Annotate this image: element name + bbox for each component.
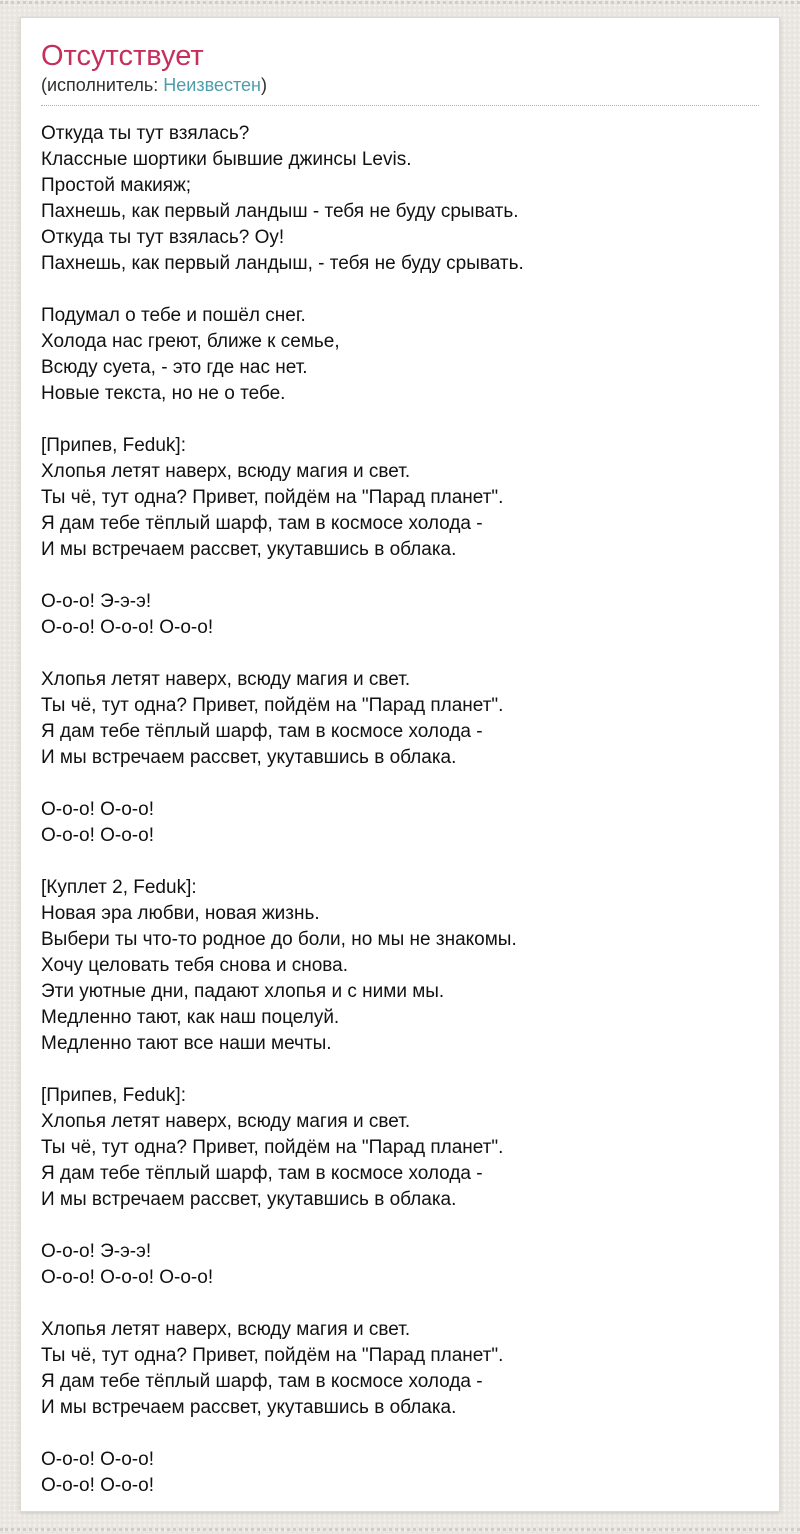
lyric-line: Холода нас греют, ближе к семье, bbox=[41, 331, 340, 352]
page-top-dotted-edge bbox=[0, 1, 800, 4]
stanza bbox=[41, 875, 759, 1057]
lyric-line: Медленно тают все наши мечты. bbox=[41, 1033, 332, 1054]
lyric-line: И мы встречаем рассвет, укутавшись в облака. bbox=[41, 1189, 457, 1210]
lyric-line: Откуда ты тут взялась? Оу! bbox=[41, 227, 285, 248]
lyric-line: О-о-о! О-о-о! О-о-о! bbox=[41, 617, 214, 638]
stanza bbox=[41, 303, 759, 407]
lyric-line: Хлопья летят наверх, всюду магия и свет. bbox=[41, 461, 411, 482]
stanza bbox=[41, 121, 759, 277]
artist-label-close: ) bbox=[260, 75, 267, 95]
lyric-line: О-о-о! О-о-о! О-о-о! bbox=[41, 1267, 214, 1288]
stanza bbox=[41, 589, 759, 641]
lyric-line: И мы встречаем рассвет, укутавшись в облака. bbox=[41, 1397, 457, 1418]
lyric-line: О-о-о! О-о-о! bbox=[41, 1449, 154, 1470]
artist-label: (исполнитель: bbox=[41, 75, 164, 95]
lyric-line: Хлопья летят наверх, всюду магия и свет. bbox=[41, 669, 411, 690]
lyric-line: Простой макияж; bbox=[41, 175, 192, 196]
lyric-line: Ты чё, тут одна? Привет, пойдём на "Парад планет". bbox=[41, 1137, 504, 1158]
artist-line bbox=[41, 74, 759, 106]
page-bottom-dotted-edge bbox=[0, 1528, 800, 1531]
lyric-line: Пахнешь, как первый ландыш - тебя не буду срывать. bbox=[41, 201, 519, 222]
stanza bbox=[41, 433, 759, 563]
stanza bbox=[41, 1447, 759, 1499]
lyric-line: Откуда ты тут взялась? bbox=[41, 123, 250, 144]
lyric-line: Новые текста, но не о тебе. bbox=[41, 383, 286, 404]
lyric-line: Классные шортики бывшие джинсы Levis. bbox=[41, 149, 412, 170]
lyric-line: Хлопья летят наверх, всюду магия и свет. bbox=[41, 1319, 411, 1340]
stanza bbox=[41, 667, 759, 771]
lyric-line: Новая эра любви, новая жизнь. bbox=[41, 903, 320, 924]
lyric-line: Всюду суета, - это где нас нет. bbox=[41, 357, 308, 378]
lyric-line: Я дам тебе тёплый шарф, там в космосе холода - bbox=[41, 513, 483, 534]
stanza bbox=[41, 797, 759, 849]
content-card bbox=[20, 17, 780, 1512]
lyric-line: Ты чё, тут одна? Привет, пойдём на "Парад планет". bbox=[41, 487, 504, 508]
lyric-line: Ты чё, тут одна? Привет, пойдём на "Парад планет". bbox=[41, 695, 504, 716]
lyrics bbox=[41, 121, 759, 1499]
lyric-line: Пахнешь, как первый ландыш, - тебя не буду срывать. bbox=[41, 253, 524, 274]
stanza bbox=[41, 1317, 759, 1421]
artist-link[interactable]: Неизвестен bbox=[163, 75, 261, 95]
lyric-line: И мы встречаем рассвет, укутавшись в облака. bbox=[41, 539, 457, 560]
lyric-line: Выбери ты что-то родное до боли, но мы не знакомы. bbox=[41, 929, 517, 950]
lyric-line: Я дам тебе тёплый шарф, там в космосе холода - bbox=[41, 1163, 483, 1184]
stanza bbox=[41, 1239, 759, 1291]
lyric-line: О-о-о! О-о-о! bbox=[41, 799, 154, 820]
lyric-line: Я дам тебе тёплый шарф, там в космосе холода - bbox=[41, 721, 483, 742]
lyric-line: Подумал о тебе и пошёл снег. bbox=[41, 305, 306, 326]
stanza bbox=[41, 1083, 759, 1213]
lyric-line: Хлопья летят наверх, всюду магия и свет. bbox=[41, 1111, 411, 1132]
lyric-line: [Припев, Feduk]: bbox=[41, 1085, 186, 1106]
lyric-line: О-о-о! Э-э-э! bbox=[41, 1241, 152, 1262]
lyric-line: [Куплет 2, Feduk]: bbox=[41, 877, 197, 898]
song-title: Отсутствует bbox=[41, 40, 204, 72]
lyric-line: О-о-о! О-о-о! bbox=[41, 825, 154, 846]
lyric-line: Медленно тают, как наш поцелуй. bbox=[41, 1007, 340, 1028]
lyric-line: О-о-о! О-о-о! bbox=[41, 1475, 154, 1496]
lyric-line: [Припев, Feduk]: bbox=[41, 435, 186, 456]
lyric-line: Ты чё, тут одна? Привет, пойдём на "Парад планет". bbox=[41, 1345, 504, 1366]
lyric-line: Эти уютные дни, падают хлопья и с ними мы. bbox=[41, 981, 445, 1002]
lyric-line: И мы встречаем рассвет, укутавшись в облака. bbox=[41, 747, 457, 768]
lyric-line: О-о-о! Э-э-э! bbox=[41, 591, 152, 612]
lyric-line: Я дам тебе тёплый шарф, там в космосе холода - bbox=[41, 1371, 483, 1392]
lyric-line: Хочу целовать тебя снова и снова. bbox=[41, 955, 349, 976]
